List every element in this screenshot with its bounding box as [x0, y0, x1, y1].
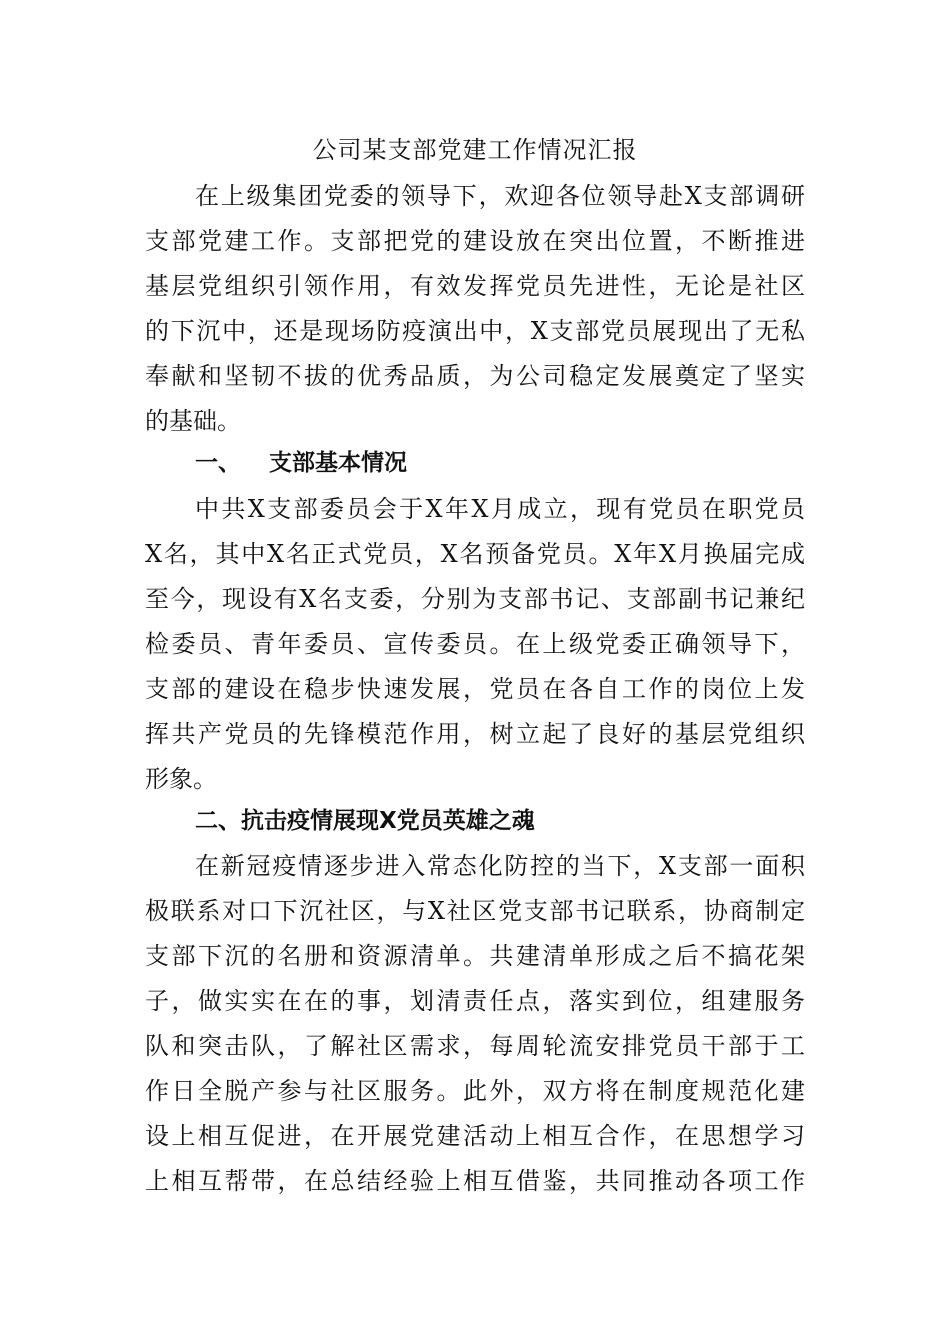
section-heading-text: 支部基本情况 [269, 450, 407, 476]
section-heading-1 [195, 440, 805, 486]
paragraph-line: 队和突击队，了解社区需求，每周轮流安排党员干部于工 [145, 1032, 805, 1060]
section-number: 一、 [195, 450, 241, 476]
section-heading-2: 二、抗击疫情展现X党员英雄之魂 [195, 808, 535, 834]
paragraph-line: 至今，现设有X名支委，分别为支部书记、支部副书记兼纪 [145, 585, 805, 613]
paragraph-line: X名，其中X名正式党员，X名预备党员。X年X月换届完成 [145, 540, 805, 568]
paragraph-line: 形象。 [145, 765, 217, 793]
paragraph-line: 支部的建设在稳步快速发展，党员在各自工作的岗位上发 [145, 675, 805, 703]
paragraph-line: 在上级集团党委的领导下，欢迎各位领导赴X支部调研 [195, 182, 805, 210]
paragraph-line: 极联系对口下沉社区，与X社区党支部书记联系，协商制定 [145, 897, 805, 925]
paragraph-line: 检委员、青年委员、宣传委员。在上级党委正确领导下， [145, 630, 805, 658]
paragraph-line: 在新冠疫情逐步进入常态化防控的当下，X支部一面积 [195, 852, 805, 880]
paragraph-line: 挥共产党员的先锋模范作用，树立起了良好的基层党组织 [145, 720, 805, 748]
paragraph-line: 基层党组织引领作用，有效发挥党员先进性，无论是社区 [145, 272, 805, 300]
paragraph-line: 作日全脱产参与社区服务。此外，双方将在制度规范化建 [145, 1077, 805, 1105]
paragraph-line: 上相互帮带，在总结经验上相互借鉴，共同推动各项工作 [145, 1167, 805, 1195]
document-title: 公司某支部党建工作情况汇报 [312, 136, 638, 164]
paragraph-line: 中共X支部委员会于X年X月成立，现有党员在职党员 [195, 495, 805, 523]
paragraph-line: 支部党建工作。支部把党的建设放在突出位置，不断推进 [145, 227, 805, 255]
paragraph-line: 支部下沉的名册和资源清单。共建清单形成之后不搞花架 [145, 942, 805, 970]
paragraph-line: 设上相互促进，在开展党建活动上相互合作，在思想学习 [145, 1122, 805, 1150]
paragraph-line: 奉献和坚韧不拔的优秀品质，为公司稳定发展奠定了坚实 [145, 362, 805, 390]
paragraph-line: 的基础。 [145, 407, 241, 435]
paragraph-line: 子，做实实在在的事，划清责任点，落实到位，组建服务 [145, 987, 805, 1015]
paragraph-line: 的下沉中，还是现场防疫演出中，X支部党员展现出了无私 [145, 317, 805, 345]
